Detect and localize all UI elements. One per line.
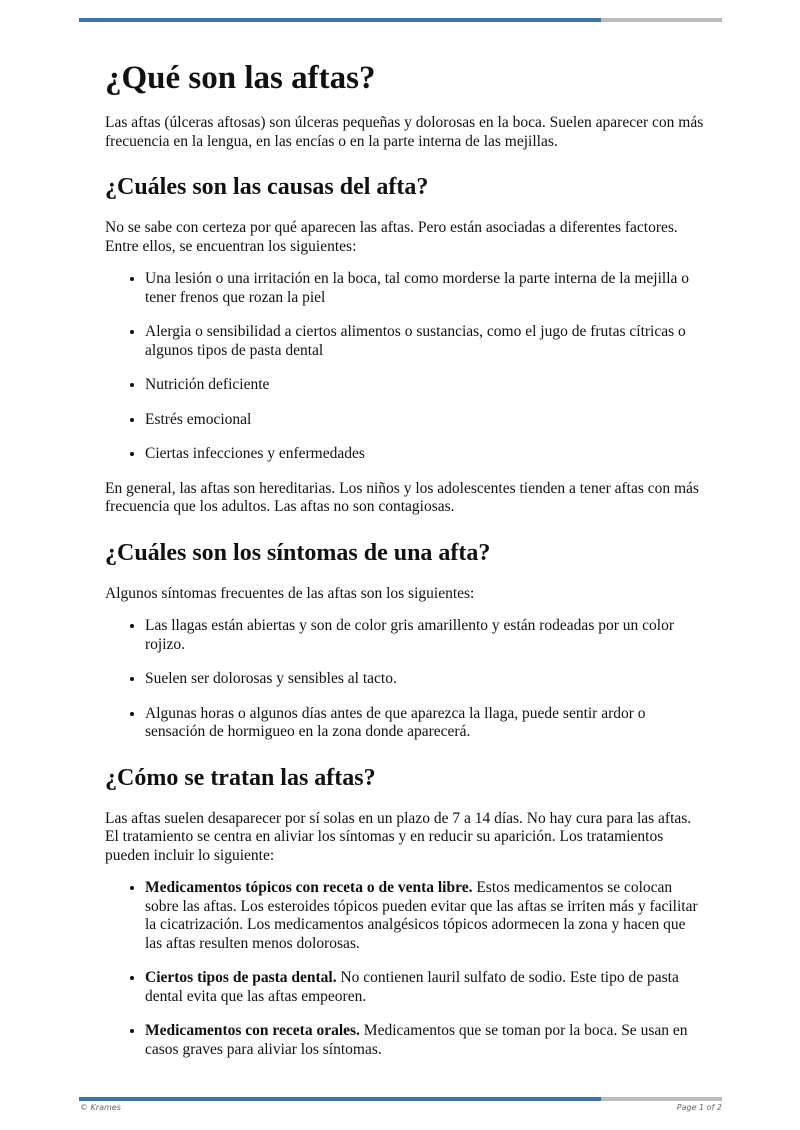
treatment-intro: Las aftas suelen desaparecer por sí solas en un plazo de 7 a 14 días. No hay cura para las aftas. El tratamiento se centra en aliviar los síntomas y en reducir su aparición. Los tratamientos pueden incluir lo siguiente: [105,809,692,864]
list-item-text: Medicamentos que se toman por la boca. Se usan en casos graves para aliviar los síntomas. [145,1022,688,1058]
list-item: • Las llagas están abiertas y son de color gris amarillento y están rodeadas por un color rojizo. [145,617,705,654]
list-item [145,1022,705,1059]
footer-rule-grey [601,1097,722,1101]
list-item: • Algunas horas o algunos días antes de que aparezca la llaga, puede sentir ardor o sensación de hormigueo en la zona donde aparecerá. [145,705,705,742]
header-rule-accent [79,18,601,22]
intro-paragraph: Las aftas (úlceras aftosas) son úlceras pequeñas y dolorosas en la boca. Suelen aparecer con más frecuencia en la lengua, en las encías o en la parte interna de las mejillas. [105,114,704,150]
list-item: • Suelen ser dolorosas y sensibles al tacto. [145,670,705,689]
list-item-bold: Medicamentos con receta orales. [145,1022,360,1039]
list-item-bold: Ciertos tipos de pasta dental. [145,969,337,986]
list-item [145,969,705,1006]
causes-intro: No se sabe con certeza por qué aparecen las aftas. Pero están asociadas a diferentes factores. Entre ellos, se encuentran los siguientes: [105,219,678,255]
header-rule [79,18,722,22]
header-rule-grey [601,18,722,22]
treatment-heading: ¿Cómo se tratan las aftas? [105,764,376,791]
list-item: • Ciertas infecciones y enfermedades [145,445,705,464]
causes-outro: En general, las aftas son hereditarias. Los niños y los adolescentes tienden a tener aftas con más frecuencia que los adultos. Las aftas no son contagiosas. [105,479,699,515]
causes-heading: ¿Cuáles son las causas del afta? [105,174,429,200]
symptoms-intro: Algunos síntomas frecuentes de las aftas son los siguientes: [105,584,475,602]
treatment-list [105,879,705,1059]
list-item: • Una lesión o una irritación en la boca, tal como morderse la parte interna de la mejilla o tener frenos que rozan la piel [145,270,705,307]
list-item-text: No contienen lauril sulfato de sodio. Este tipo de pasta dental evita que las aftas empeoren. [145,969,679,1005]
footer-rule [79,1097,722,1101]
footer-copyright: © Krames [80,1103,121,1112]
list-item [145,879,705,953]
symptoms-heading: ¿Cuáles son los síntomas de una afta? [105,539,491,566]
list-item-text: Estos medicamentos se colocan sobre las aftas. Los esteroides tópicos pueden evitar que las aftas se irriten más y facilitar la cicatrización. Los medicamentos analgésicos tópicos adormecen la zona y hacen que las aftas resulten menos dolorosas. [145,879,698,952]
causes-list [105,270,705,464]
symptoms-list [105,617,705,742]
list-item: • Nutrición deficiente [145,376,705,395]
page-title: ¿Qué son las aftas? [105,60,376,96]
list-item: • Estrés emocional [145,411,705,430]
footer-page-number: Page 1 of 2 [676,1103,722,1112]
footer-rule-accent [79,1097,601,1101]
list-item: • Alergia o sensibilidad a ciertos alimentos o sustancias, como el jugo de frutas cítricas o algunos tipos de pasta dental [145,323,705,360]
list-item-bold: Medicamentos tópicos con receta o de venta libre. [145,879,473,896]
document-body [105,60,705,1075]
